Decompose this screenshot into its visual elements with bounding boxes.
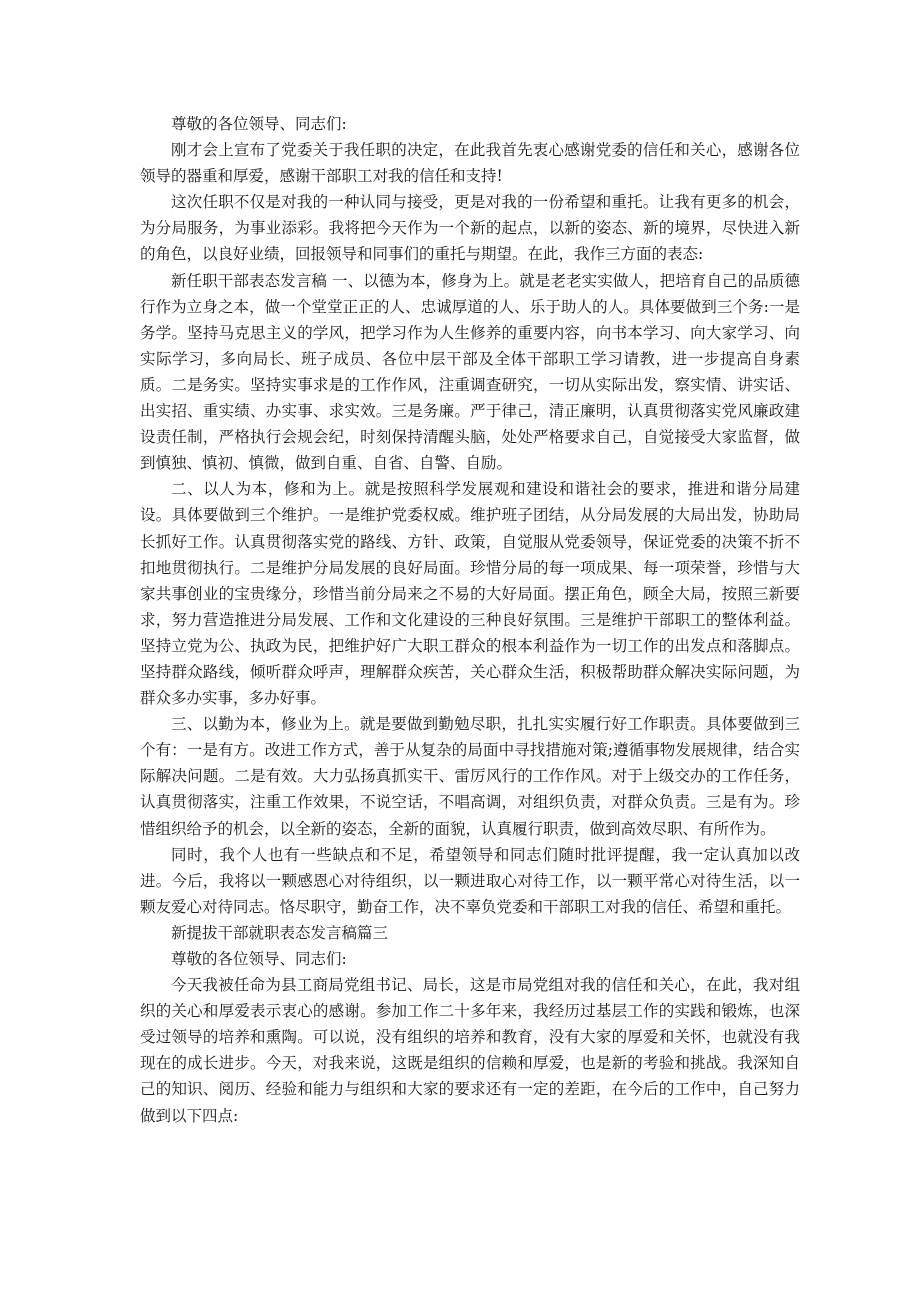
paragraph: 三、以勤为本，修业为上。就是要做到勤勉尽职，扎扎实实履行好工作职责。具体要做到三个有：一是有方。改进工作方式，善于从复杂的局面中寻找措施对策;遵循事物发展规律，结合实际解决问题。二是有效。大力弘扬真抓实干、雷厉风行的工作作风。对于上级交办的工作任务，认真贯彻落实，注重工作效果，不说空话，不唱高调，对组织负责，对群众负责。三是有为。珍惜组织给予的机会，以全新的姿态，全新的面貌，认真履行职责，做到高效尽职、有所作为。 [140,715,800,838]
paragraph: 今天我被任命为县工商局党组书记、局长，这是市局党组对我的信任和关心，在此，我对组织的关心和厚爱表示衷心的感谢。参加工作二十多年来，我经历过基层工作的实践和锻炼，也深受过领导的培养和熏陶。可以说，没有组织的培养和教育，没有大家的厚爱和关怀，也就没有我现在的成长进步。今天，对我来说，这既是组织的信赖和厚爱，也是新的考验和挑战。我深知自己的知识、阅历、经验和能力与组织和大家的要求还有一定的差距，在今后的工作中，自己努力做到以下四点: [140,976,800,1125]
document-body [140,111,800,1129]
paragraph: 同时，我个人也有一些缺点和不足，希望领导和同志们随时批评提醒，我一定认真加以改进。今后，我将以一颗感恩心对待组织，以一颗进取心对待工作，以一颗平常心对待生活，以一颗友爱心对待同志。恪尽职守，勤奋工作，决不辜负党委和干部职工对我的信任、希望和重托。 [140,845,800,916]
salutation: 尊敬的各位领导、同志们: [171,950,347,968]
paragraph: 新任职干部表态发言稿 一、以德为本，修身为上。就是老老实实做人，把培育自己的品质德行作为立身之本，做一个堂堂正正的人、忠诚厚道的人、乐于助人的人。具体要做到三个务:一是务学。坚持马克思主义的学风，把学习作为人生修养的重要内容，向书本学习、向大家学习、向实际学习，多向局长、班子成员、各位中层干部及全体干部职工学习请教，进一步提高自身素质。二是务实。坚持实事求是的工作作风，注重调查研究，一切从实际出发，察实情、讲实话、出实招、重实绩、办实事、求实效。三是务廉。严于律己，清正廉明，认真贯彻落实党风廉政建设责任制，严格执行会规会纪，时刻保持清醒头脑，处处严格要求自己，自觉接受大家监督，做到慎独、慎初、慎微，做到自重、自省、自警、自励。 [140,271,800,473]
salutation: 尊敬的各位领导、同志们: [171,115,347,133]
paragraph: 二、以人为本，修和为上。就是按照科学发展观和建设和谐社会的要求，推进和谐分局建设。具体要做到三个维护。一是维护党委权威。维护班子团结，从分局发展的大局出发，协助局长抓好工作。认真贯彻落实党的路线、方针、政策，自觉服从党委领导，保证党委的决策不折不扣地贯彻执行。二是维护分局发展的良好局面。珍惜分局的每一项成果、每一项荣誉，珍惜与大家共事创业的宝贵缘分，珍惜当前分局来之不易的大好局面。摆正角色，顾全大局，按照三新要求，努力营造推进分局发展、工作和文化建设的三种良好氛围。三是维护干部职工的整体利益。坚持立党为公、执政为民，把维护好广大职工群众的根本利益作为一切工作的出发点和落脚点。坚持群众路线，倾听群众呼声，理解群众疾苦，关心群众生活，积极帮助群众解决实际问题，为群众多办实事，多办好事。 [140,480,800,708]
section-heading: 新提拔干部就职表态发言稿篇三 [171,923,389,942]
paragraph: 这次任职不仅是对我的一种认同与接受，更是对我的一份希望和重托。让我有更多的机会，为分局服务，为事业添彩。我将把今天作为一个新的起点，以新的姿态、新的境界，尽快进入新的角色，以良好业绩，回报领导和同事们的重托与期望。在此，我作三方面的表态: [140,193,800,264]
paragraph: 刚才会上宣布了党委关于我任职的决定，在此我首先衷心感谢党委的信任和关心，感谢各位领导的器重和厚爱，感谢干部职工对我的信任和支持! [140,141,800,186]
